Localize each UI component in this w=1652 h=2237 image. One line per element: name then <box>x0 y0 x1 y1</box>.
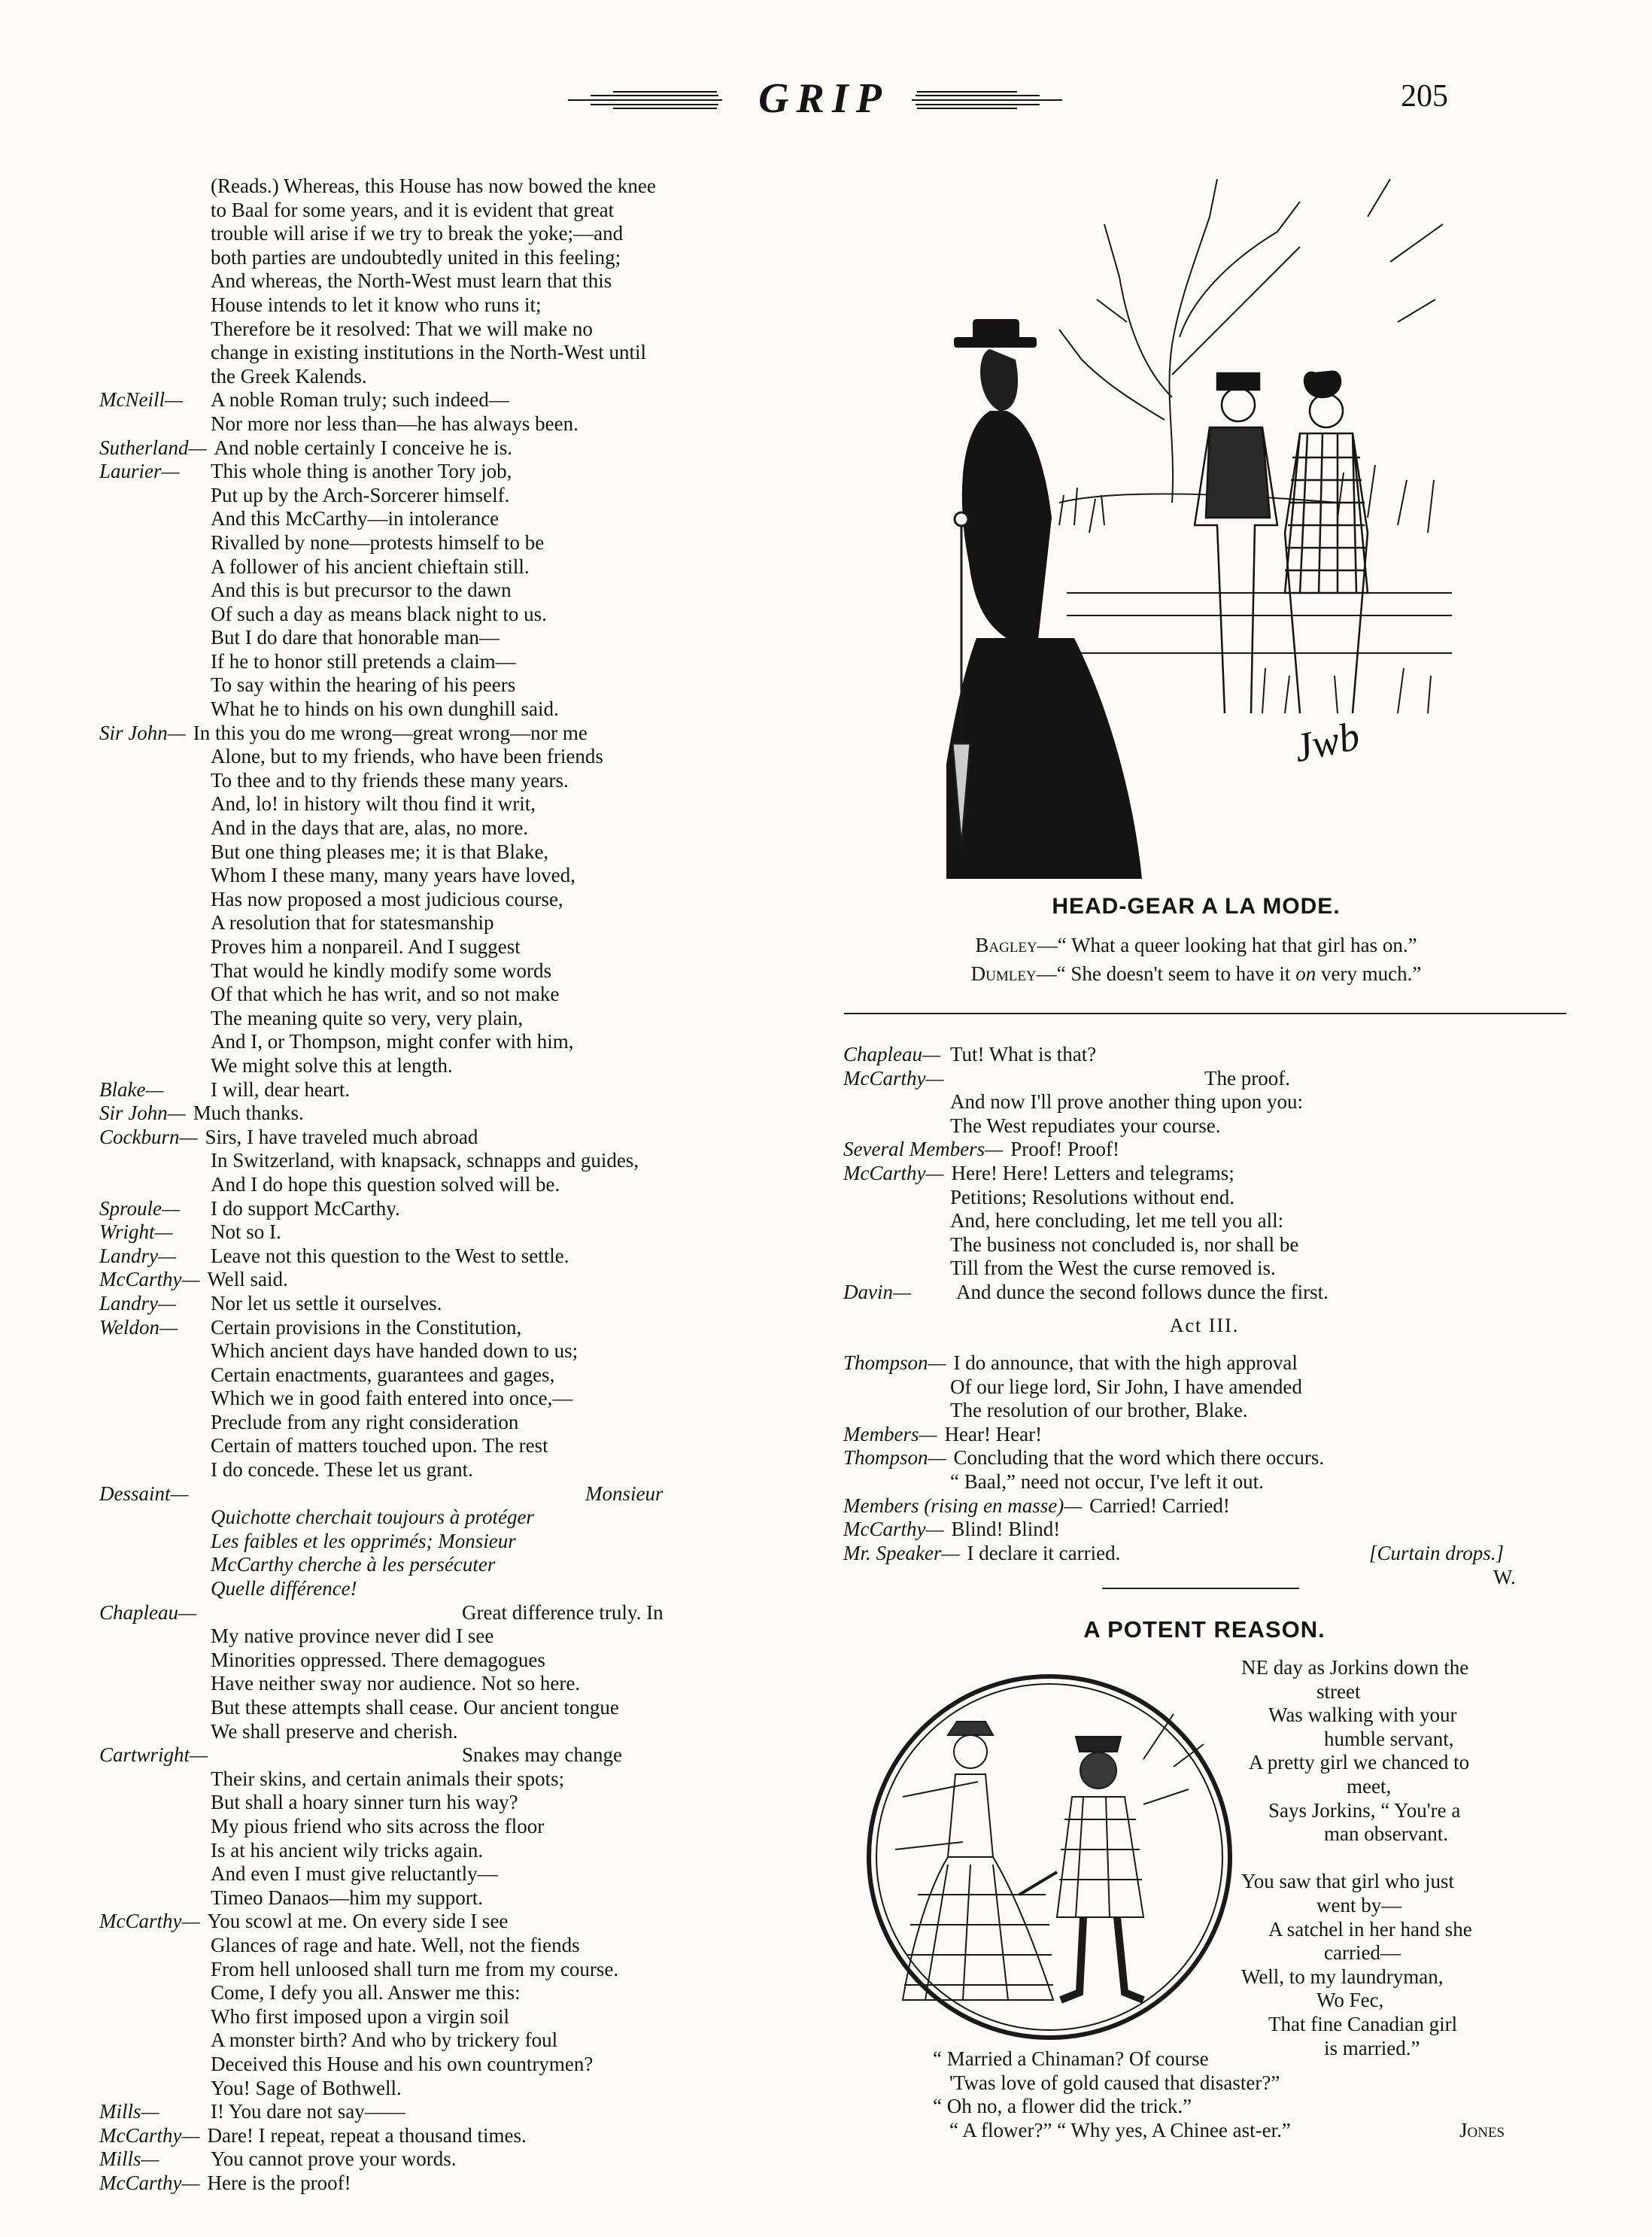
line-text: Who first imposed upon a virgin soil <box>211 2004 509 2028</box>
play-line <box>99 365 821 389</box>
poem-line: A satchel in her hand she <box>1268 1917 1472 1941</box>
cartoon-caption-title: HEAD-GEAR A LA MODE. <box>1052 894 1341 919</box>
play-line <box>99 555 821 579</box>
play-line <box>843 1423 1565 1447</box>
line-text: Nor let us settle it ourselves. <box>211 1291 442 1315</box>
play-line <box>99 1649 821 1673</box>
play-line <box>99 2147 821 2172</box>
speaker-name: Thompson— <box>843 1446 946 1470</box>
line-text: Of our liege lord, Sir John, I have amended <box>950 1375 1302 1398</box>
play-line <box>99 1839 821 1863</box>
section-divider <box>844 1013 1566 1014</box>
line-text: And this McCarthy—in intolerance <box>211 507 500 530</box>
play-line <box>843 1162 1565 1186</box>
line-text: A follower of his ancient chieftain still. <box>211 555 530 578</box>
poem-side-text <box>1241 1656 1557 2060</box>
line-text: I! You dare not say—— <box>211 2100 405 2123</box>
poem-line: That fine Canadian girl <box>1268 2012 1458 2035</box>
line-text: Have neither sway nor audience. Not so here. <box>211 1672 581 1695</box>
speaker-name: Members (rising en masse)— <box>843 1494 1083 1517</box>
line-text: Timeo Danaos—him my support. <box>211 1886 484 1909</box>
speaker-name: McCarthy— <box>99 1268 200 1291</box>
play-line <box>99 1411 821 1435</box>
play-line <box>99 460 821 484</box>
play-line <box>99 484 821 508</box>
play-line <box>99 840 821 865</box>
line-text: If he to honor still pretends a claim— <box>211 649 516 673</box>
line-text: Much thanks. <box>193 1102 304 1125</box>
line-text: Hear! Hear! <box>944 1422 1043 1445</box>
play-line <box>843 1043 1565 1067</box>
line-text: trouble will arise if we try to break the yoke;—and <box>211 222 624 245</box>
speaker-name: Laurier— <box>99 460 180 483</box>
line-text: McCarthy cherche à les persécuter <box>211 1553 496 1576</box>
line-text: I do announce, that with the high approval <box>953 1351 1298 1374</box>
play-line <box>99 1434 821 1458</box>
play-line <box>99 888 821 912</box>
speaker-name: McCarthy— <box>99 2123 200 2147</box>
cartoonist-signature: Jwb <box>1289 713 1364 771</box>
poem-line: man observant. <box>1324 1822 1448 1846</box>
caption-quote-1: “ What a queer looking hat that girl has on.” <box>1057 934 1417 956</box>
play-line <box>99 959 821 983</box>
line-text: To say within the hearing of his peers <box>211 673 516 697</box>
cartoon-caption-line-1 <box>865 934 1527 957</box>
play-line <box>99 1245 821 1269</box>
line-text: Come, I defy you all. Answer me this: <box>211 1981 521 2004</box>
play-line <box>99 698 821 722</box>
caption-speaker-dumley: Dumley— <box>970 962 1057 985</box>
play-line <box>99 579 821 603</box>
poem-line: Wo Fec, <box>1316 1989 1384 2012</box>
line-text: Carried! Carried! <box>1089 1494 1230 1517</box>
line-text: Till from the West the curse removed is. <box>950 1257 1276 1280</box>
line-text: We might solve this at length. <box>211 1053 453 1077</box>
play-line <box>843 1470 1565 1494</box>
line-text: To thee and to thy friends these many years. <box>211 768 569 792</box>
play-line <box>99 1625 821 1649</box>
play-line <box>99 603 821 627</box>
play-line <box>99 2005 821 2029</box>
poem-line: went by— <box>1316 1893 1402 1916</box>
play-line <box>99 1268 821 1292</box>
play-line <box>99 1220 821 1245</box>
speaker-name: Dessaint— <box>99 1482 189 1505</box>
line-text: But one thing pleases me; it is that Blake, <box>211 840 549 863</box>
line-text: Les faibles et les opprimés; Monsieur <box>211 1529 516 1552</box>
cartoon-head-gear-illustration <box>946 172 1452 895</box>
speaker-name: Mr. Speaker— <box>843 1541 960 1564</box>
line-text: Alone, but to my friends, who have been friends <box>211 745 603 768</box>
act-heading: Act III. <box>1169 1315 1240 1336</box>
play-line <box>99 222 821 246</box>
poem-line: is married.” <box>1324 2036 1420 2059</box>
play-line <box>99 2100 821 2124</box>
play-line <box>99 412 821 436</box>
line-text: What he to hinds on his own dunghill said. <box>211 698 559 721</box>
cartoon-caption-line-2 <box>865 962 1527 986</box>
line-text: The proof. <box>1204 1066 1290 1090</box>
line-text: Dare! I repeat, repeat a thousand times. <box>207 2123 527 2147</box>
play-line <box>99 722 821 746</box>
play-line <box>99 911 821 935</box>
masthead-title: GRIP <box>758 75 889 122</box>
poem-line: “ A flower?” “ Why yes, A Chinee ast-er.” <box>949 2118 1291 2141</box>
play-line <box>843 1233 1565 1257</box>
play-line <box>99 507 821 531</box>
play-line <box>99 246 821 270</box>
play-line <box>99 1458 821 1482</box>
play-line <box>99 1553 821 1577</box>
line-text: Of that which he has writ, and so not make <box>211 983 560 1006</box>
play-line <box>99 341 821 365</box>
speaker-name: Cartwright— <box>99 1743 208 1767</box>
line-text: Blind! Blind! <box>951 1518 1061 1541</box>
line-text: Proof! Proof! <box>1010 1138 1119 1161</box>
line-text: And noble certainly I conceive he is. <box>214 436 513 459</box>
play-line <box>99 1910 821 1934</box>
play-line <box>99 792 821 816</box>
play-line <box>99 1292 821 1316</box>
play-line <box>99 1720 821 1744</box>
line-text: Not so I. <box>211 1220 281 1244</box>
play-line <box>99 1197 821 1221</box>
speaker-name: Cockburn— <box>99 1125 198 1148</box>
play-line <box>99 436 821 460</box>
play-line <box>843 1257 1565 1281</box>
play-line <box>843 1138 1565 1162</box>
poem-line: You saw that girl who just <box>1241 1870 1455 1893</box>
speaker-name: Wright— <box>99 1220 173 1244</box>
play-text-left-column <box>99 175 821 2195</box>
line-text: And this is but precursor to the dawn <box>211 579 512 602</box>
poem-line: humble servant, <box>1324 1727 1454 1750</box>
play-line <box>99 1672 821 1696</box>
line-text: This whole thing is another Tory job, <box>211 460 512 483</box>
speaker-name: McCarthy— <box>99 2171 200 2194</box>
poem-line: NE day as Jorkins down the <box>1241 1656 1469 1679</box>
caption-quote-2b: very much.” <box>1316 962 1422 985</box>
caption-quote-2-em: on <box>1295 962 1316 985</box>
poem-line: street <box>1316 1679 1361 1703</box>
speaker-name: Sir John— <box>99 1102 186 1125</box>
play-line <box>99 1696 821 1720</box>
line-text: the Greek Kalends. <box>211 364 367 388</box>
play-line <box>99 1530 821 1554</box>
masthead-rule-left <box>568 89 722 111</box>
line-text: My native province never did I see <box>211 1625 494 1648</box>
speaker-name: Sproule— <box>99 1196 180 1220</box>
line-text: Monsieur <box>585 1482 664 1505</box>
play-line <box>843 1281 1565 1305</box>
line-text: You cannot prove your words. <box>211 2147 457 2171</box>
play-line <box>99 1886 821 1910</box>
play-line <box>843 1375 1565 1400</box>
speaker-name: McCarthy— <box>843 1066 944 1090</box>
play-line <box>99 769 821 793</box>
line-text: I declare it carried. <box>967 1541 1121 1564</box>
line-text: And now I'll prove another thing upon you: <box>950 1090 1304 1114</box>
play-line <box>843 1090 1565 1114</box>
speaker-name: Sir John— <box>99 721 186 744</box>
line-text: Is at his ancient wily tricks again. <box>211 1838 484 1862</box>
line-text: You! Sage of Bothwell. <box>211 2076 402 2099</box>
line-text: And in the days that are, alas, no more. <box>211 816 529 840</box>
line-text: That would he kindly modify some words <box>211 959 551 982</box>
line-text: But I do dare that honorable man— <box>211 626 500 649</box>
speaker-name: Mills— <box>99 2100 159 2123</box>
play-line <box>99 626 821 650</box>
play-line <box>99 2053 821 2077</box>
play-line <box>99 650 821 674</box>
play-line <box>99 1126 821 1150</box>
line-text: Tut! What is that? <box>950 1043 1097 1065</box>
line-text: Certain enactments, guarantees and gages, <box>211 1363 555 1386</box>
play-line <box>99 1958 821 1982</box>
play-line <box>843 1114 1565 1138</box>
line-text: Nor more nor less than—he has always been. <box>211 412 579 435</box>
play-text-right-column-act3 <box>843 1351 1565 1565</box>
play-line <box>99 1815 821 1839</box>
play-line <box>99 2029 821 2053</box>
line-text: Certain provisions in the Constitution, <box>211 1315 522 1339</box>
line-text: Quelle différence! <box>211 1577 357 1600</box>
play-line <box>99 1743 821 1767</box>
play-line <box>99 175 821 199</box>
play-line <box>99 531 821 555</box>
play-line <box>99 318 821 342</box>
play-line <box>99 1387 821 1411</box>
caption-quote-2a: “ She doesn't seem to have it <box>1056 962 1296 985</box>
play-line <box>99 1767 821 1792</box>
line-text: Certain of matters touched upon. The rest <box>211 1434 548 1457</box>
line-text: (Reads.) Whereas, this House has now bowed the knee <box>211 175 656 197</box>
line-text: The resolution of our brother, Blake. <box>950 1399 1248 1422</box>
potent-reason-circular-illustration <box>858 1669 1241 2045</box>
line-text: Of such a day as means black night to us. <box>211 602 547 625</box>
play-line <box>99 1173 821 1197</box>
play-line <box>99 816 821 840</box>
play-line <box>99 1601 821 1625</box>
poem-author: Jones <box>1459 2119 1505 2141</box>
play-line <box>99 1102 821 1126</box>
line-text: change in existing institutions in the North-West until <box>211 341 647 364</box>
line-text: both parties are undoubtedly united in this feeling; <box>211 245 621 269</box>
play-line <box>99 1791 821 1815</box>
play-line <box>99 935 821 959</box>
line-text: From hell unloosed shall turn me from my course. <box>211 1957 619 1980</box>
play-line <box>99 864 821 888</box>
line-text: Which ancient days have handed down to us; <box>211 1339 579 1363</box>
play-line <box>843 1494 1565 1518</box>
poem-line: Says Jorkins, “ You're a <box>1268 1798 1461 1822</box>
line-text: Put up by the Arch-Sorcerer himself. <box>211 483 510 506</box>
play-line <box>99 1316 821 1340</box>
line-text: I will, dear heart. <box>211 1077 351 1101</box>
line-text: I do support McCarthy. <box>211 1196 400 1220</box>
poem-bottom-text <box>933 2047 1474 2142</box>
line-text: Has now proposed a most judicious course, <box>211 887 563 910</box>
speaker-name: McCarthy— <box>99 1910 200 1933</box>
play-line <box>99 1149 821 1173</box>
short-divider <box>1102 1588 1299 1589</box>
line-text: The meaning quite so very, very plain, <box>211 1006 524 1029</box>
line-text: In Switzerland, with knapsack, schnapps and guides, <box>211 1149 639 1172</box>
line-text: Sirs, I have traveled much abroad <box>205 1125 478 1148</box>
speaker-name: Weldon— <box>99 1315 178 1339</box>
line-text: Therefore be it resolved: That we will make no <box>211 317 593 340</box>
line-text: And dunce the second follows dunce the first. <box>956 1280 1329 1303</box>
speaker-name: Davin— <box>843 1280 911 1303</box>
play-line <box>99 1339 821 1363</box>
play-line <box>843 1351 1565 1375</box>
play-line <box>99 1363 821 1387</box>
line-text: Leave not this question to the West to settle. <box>211 1244 569 1267</box>
line-text: But shall a hoary sinner turn his way? <box>211 1791 518 1814</box>
line-text: We shall preserve and cherish. <box>211 1719 458 1743</box>
play-line <box>99 1054 821 1078</box>
line-text: The West repudiates your course. <box>950 1114 1221 1137</box>
speaker-name: Blake— <box>99 1077 164 1101</box>
speaker-name: Sutherland— <box>99 436 207 459</box>
line-text: In this you do me wrong—great wrong—nor me <box>193 721 588 744</box>
poem-line: “ Married a Chinaman? Of course <box>933 2047 1209 2070</box>
play-line <box>99 1862 821 1886</box>
speaker-name: Landry— <box>99 1291 177 1315</box>
poem-line: Well, to my laundryman, <box>1241 1965 1444 1988</box>
masthead-rule-right <box>912 89 1062 111</box>
line-text: “ Baal,” need not occur, I've left it out. <box>950 1470 1264 1493</box>
play-line <box>843 1446 1565 1470</box>
play-line <box>99 1934 821 1958</box>
line-text: House intends to let it know who runs it; <box>211 293 542 316</box>
line-text: Petitions; Resolutions without end. <box>950 1185 1235 1208</box>
line-text: A resolution that for statesmanship <box>211 911 494 935</box>
play-line <box>99 2124 821 2148</box>
play-line <box>99 673 821 698</box>
line-text: My pious friend who sits across the floor <box>211 1814 545 1837</box>
play-line <box>843 1067 1565 1091</box>
play-line <box>99 1482 821 1506</box>
speaker-name: McNeill— <box>99 388 183 412</box>
play-line <box>99 2077 821 2101</box>
line-text: And I, or Thompson, might confer with him, <box>211 1030 574 1053</box>
line-text: Here! Here! Letters and telegrams; <box>951 1161 1234 1184</box>
play-line <box>99 1981 821 2005</box>
line-text: Deceived this House and his own countrymen? <box>211 2052 594 2075</box>
line-text: Glances of rage and hate. Well, not the fiends <box>211 1933 580 1956</box>
line-text: Here is the proof! <box>207 2171 351 2194</box>
poem-title: A POTENT REASON. <box>1083 1616 1326 1643</box>
speaker-name: Chapleau— <box>99 1600 197 1624</box>
play-line <box>99 199 821 223</box>
play-line <box>843 1209 1565 1233</box>
caption-speaker-bagley: Bagley— <box>975 934 1058 956</box>
play-line <box>99 983 821 1007</box>
play-line <box>843 1186 1565 1210</box>
play-line <box>99 2172 821 2196</box>
line-text: Whom I these many, many years have loved, <box>211 864 575 887</box>
line-text: A monster birth? And who by trickery foul <box>211 2029 558 2052</box>
play-line <box>99 1030 821 1054</box>
line-text: Snakes may change <box>462 1743 622 1767</box>
speaker-name: Thompson— <box>843 1351 946 1374</box>
poem-line: Was walking with your <box>1268 1704 1457 1727</box>
line-text: The business not concluded is, nor shall be <box>950 1232 1299 1256</box>
line-text: You scowl at me. On every side I see <box>207 1910 509 1933</box>
play-line <box>99 1506 821 1530</box>
speaker-name: Members— <box>843 1422 937 1445</box>
speaker-name: McCarthy— <box>843 1518 944 1541</box>
poem-line: meet, <box>1347 1774 1392 1798</box>
line-text: Which we in good faith entered into once,— <box>211 1387 573 1410</box>
line-text: Well said. <box>207 1268 288 1291</box>
page-number: 205 <box>1401 79 1448 114</box>
line-text: And even I must give reluctantly— <box>211 1862 498 1886</box>
speaker-name: McCarthy— <box>843 1161 944 1184</box>
line-text: I do concede. These let us grant. <box>211 1458 473 1482</box>
line-text: Minorities oppressed. There demagogues <box>211 1648 545 1671</box>
play-line <box>99 1007 821 1031</box>
line-text: A noble Roman truly; such indeed— <box>211 388 509 412</box>
speaker-name: Chapleau— <box>843 1043 941 1065</box>
play-line <box>99 293 821 318</box>
poem-line: 'Twas love of gold caused that disaster?” <box>949 2071 1280 2094</box>
play-line <box>99 745 821 769</box>
poem-line <box>1241 1846 1557 1871</box>
line-text: Proves him a nonpareil. And I suggest <box>211 935 521 958</box>
author-initial: W. <box>1493 1566 1516 1588</box>
line-text: Concluding that the word which there occurs. <box>953 1446 1325 1470</box>
play-text-right-column <box>843 1043 1565 1305</box>
line-text: to Baal for some years, and it is evident that great <box>211 198 615 221</box>
poem-line: carried— <box>1324 1941 1401 1965</box>
stage-direction: [Curtain drops.] <box>1369 1542 1505 1564</box>
line-text: But these attempts shall cease. Our ancient tongue <box>211 1696 619 1719</box>
play-line <box>843 1399 1565 1423</box>
line-text: And, here concluding, let me tell you all: <box>950 1209 1284 1232</box>
line-text: Quichotte cherchait toujours à protéger <box>211 1506 534 1529</box>
line-text: Their skins, and certain animals their spots; <box>211 1767 565 1790</box>
speaker-name: Several Members— <box>843 1138 1004 1161</box>
poem-line: “ Oh no, a flower did the trick.” <box>933 2095 1192 2118</box>
line-text: Preclude from any right consideration <box>211 1410 519 1433</box>
play-line <box>99 1577 821 1601</box>
line-text: And whereas, the North-West must learn that this <box>211 269 612 293</box>
play-line <box>99 388 821 412</box>
line-text: Rivalled by none—protests himself to be <box>211 530 545 554</box>
play-line <box>843 1518 1565 1542</box>
play-line <box>99 1078 821 1102</box>
speaker-name: Mills— <box>99 2147 159 2171</box>
line-text: And, lo! in history wilt thou find it writ, <box>211 792 536 816</box>
line-text: Great difference truly. In <box>462 1600 664 1624</box>
play-line <box>99 269 821 293</box>
line-text: And I do hope this question solved will be. <box>211 1172 560 1196</box>
poem-line: A pretty girl we chanced to <box>1249 1751 1470 1774</box>
speaker-name: Landry— <box>99 1244 177 1267</box>
